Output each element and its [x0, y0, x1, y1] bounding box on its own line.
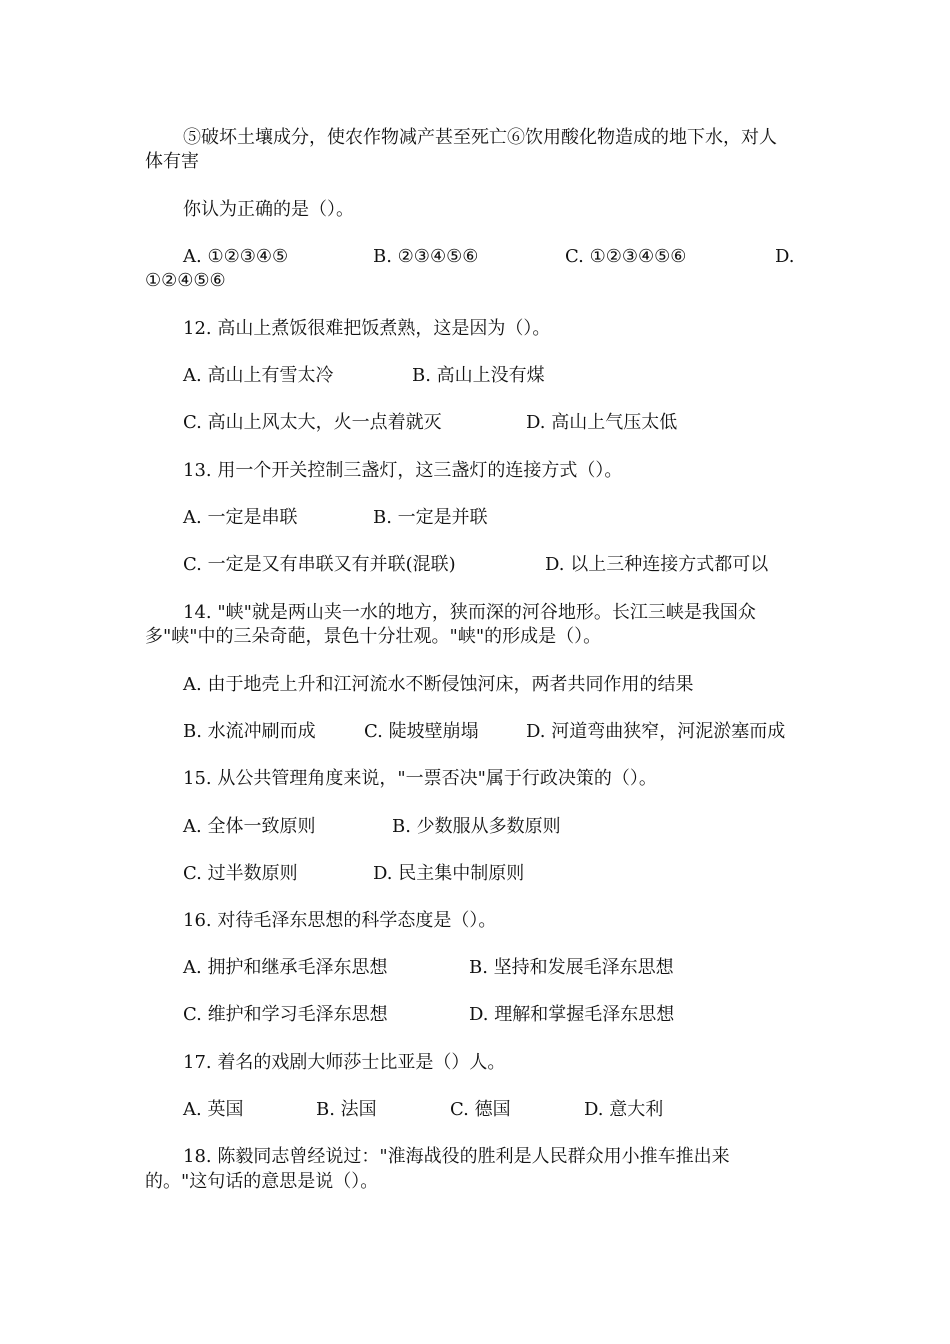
q16-option-a: A. 拥护和继承毛泽东思想: [183, 957, 388, 978]
q11-text-line2: 体有害: [145, 151, 199, 172]
q16-option-c: C. 维护和学习毛泽东思想: [183, 1004, 388, 1025]
q11-option-d: D.: [775, 246, 795, 267]
q13-stem: 13. 用一个开关控制三盏灯，这三盏灯的连接方式（）。: [183, 460, 623, 481]
q17-option-c: C. 德国: [450, 1099, 511, 1120]
q14-option-c: C. 陡坡壁崩塌: [364, 721, 479, 742]
q17-option-b: B. 法国: [316, 1099, 377, 1120]
q18-stem-line1: 18. 陈毅同志曾经说过："淮海战役的胜利是人民群众用小推车推出来: [183, 1146, 730, 1167]
q14-option-a: A. 由于地壳上升和江河流水不断侵蚀河床，两者共同作用的结果: [183, 674, 694, 695]
q13-option-d: D. 以上三种连接方式都可以: [545, 554, 769, 575]
q12-option-c: C. 高山上风太大，火一点着就灭: [183, 412, 442, 433]
q17-stem: 17. 着名的戏剧大师莎士比亚是（）人。: [183, 1052, 506, 1073]
q14-option-d: D. 河道弯曲狭窄，河泥淤塞而成: [526, 721, 786, 742]
q13-option-a: A. 一定是串联: [183, 507, 298, 528]
q13-option-c: C. 一定是又有串联又有并联(混联): [183, 554, 456, 575]
q16-option-d: D. 理解和掌握毛泽东思想: [469, 1004, 675, 1025]
q17-option-a: A. 英国: [183, 1099, 244, 1120]
q17-option-d: D. 意大利: [584, 1099, 664, 1120]
q11-text-line1: ⑤破坏土壤成分，使农作物减产甚至死亡⑥饮用酸化物造成的地下水，对人: [183, 127, 777, 148]
q11-option-a: A. ①②③④⑤: [183, 246, 289, 267]
q15-option-b: B. 少数服从多数原则: [392, 816, 561, 837]
q11-prompt: 你认为正确的是（）。: [183, 199, 354, 220]
q15-option-a: A. 全体一致原则: [183, 816, 316, 837]
q15-option-d: D. 民主集中制原则: [373, 863, 525, 884]
q12-option-b: B. 高山上没有煤: [412, 365, 545, 386]
q12-stem: 12. 高山上煮饭很难把饭煮熟，这是因为（）。: [183, 318, 551, 339]
q15-stem: 15. 从公共管理角度来说，"一票否决"属于行政决策的（）。: [183, 768, 657, 789]
q13-option-b: B. 一定是并联: [373, 507, 488, 528]
q16-stem: 16. 对待毛泽东思想的科学态度是（）。: [183, 910, 497, 931]
q12-option-d: D. 高山上气压太低: [526, 412, 678, 433]
q11-option-d-cont: ①②④⑤⑥: [145, 270, 226, 291]
q12-option-a: A. 高山上有雪太冷: [183, 365, 334, 386]
q11-option-c: C. ①②③④⑤⑥: [565, 246, 687, 267]
q14-option-b: B. 水流冲刷而成: [183, 721, 316, 742]
q15-option-c: C. 过半数原则: [183, 863, 298, 884]
q18-stem-line2: 的。"这句话的意思是说（）。: [145, 1171, 379, 1192]
q14-stem-line1: 14. "峡"就是两山夹一水的地方，狭而深的河谷地形。长江三峡是我国众: [183, 602, 756, 623]
q14-stem-line2: 多"峡"中的三朵奇葩，景色十分壮观。"峡"的形成是（）。: [145, 626, 602, 647]
q11-option-b: B. ②③④⑤⑥: [373, 246, 479, 267]
q16-option-b: B. 坚持和发展毛泽东思想: [469, 957, 674, 978]
